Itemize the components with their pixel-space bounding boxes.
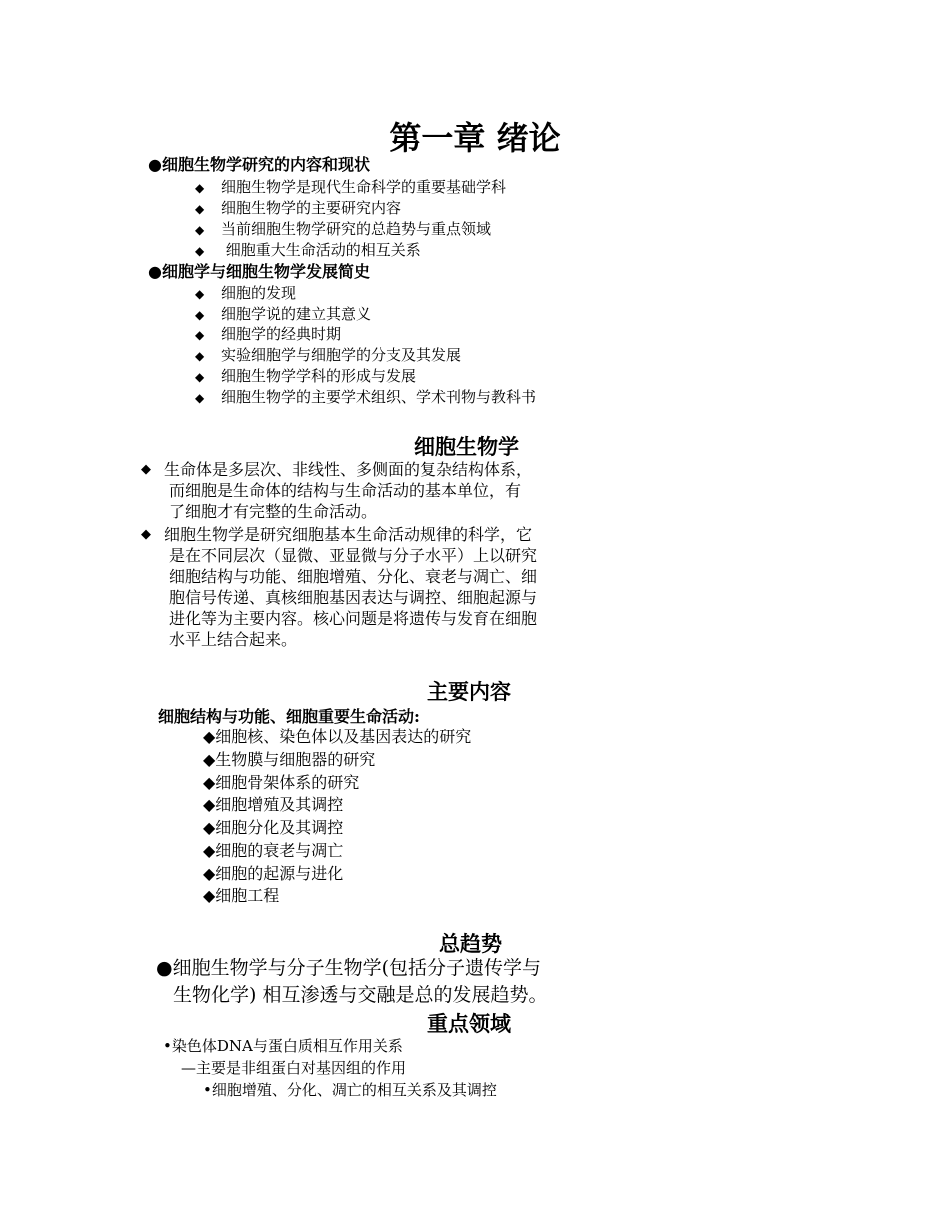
diamond-bullet-icon: ◆ xyxy=(195,328,205,342)
list-item: ◆ 细胞学说的建立其意义 xyxy=(195,305,372,323)
list-item: ◆ 细胞生物学的主要学术组织、学术刊物与教科书 xyxy=(195,388,537,406)
list-item: ◆ 当前细胞生物学研究的总趋势与重点领域 xyxy=(195,220,492,238)
diamond-bullet-icon: ◆ xyxy=(141,462,151,477)
main-content-heading: 主要内容 xyxy=(427,679,511,704)
cellbio-paragraph-1: ◆ 生命体是多层次、非线性、多侧面的复杂结构体系， 而细胞是生命体的结构与生命活动的基本单位，有 了细胞才有完整的生命活动。 xyxy=(141,460,533,521)
list-item: ◆ 细胞重大生命活动的相互关系 xyxy=(195,241,421,259)
section-heading-content: ●细胞生物学研究的内容和现状 xyxy=(148,155,370,174)
list-item: ◆ 细胞生物学是现代生命科学的重要基础学科 xyxy=(195,178,507,196)
diamond-bullet-icon: ◆ xyxy=(195,391,205,405)
diamond-bullet-icon: ◆ xyxy=(195,370,205,384)
trend-line: 生物化学) 相互渗透与交融是总的发展趋势。 xyxy=(173,984,548,1006)
trend-line: ●细胞生物学与分子生物学(包括分子遗传学与 xyxy=(156,957,541,979)
diamond-bullet-icon: ◆ xyxy=(195,181,205,195)
list-item: ◆ 细胞生物学的主要研究内容 xyxy=(195,199,402,217)
diamond-bullet-icon: ◆ xyxy=(195,244,205,258)
focus-heading: 重点领域 xyxy=(427,1011,511,1036)
cellbio-heading: 细胞生物学 xyxy=(414,434,519,459)
cellbio-paragraph-2: ◆ 细胞生物学是研究细胞基本生命活动规律的科学，它 是在不同层次（显微、亚显微与分子水平）上以研究 细胞结构与功能、细胞增殖、分化、衰老与凋亡、细 胞信号传递、真核细胞基因表达与调控、细胞起源与 进化等为主要内容。核心问题是将遗传与发育在细胞 水平上结合起来。 xyxy=(141,525,538,649)
list-item: ◆ 细胞的发现 xyxy=(195,284,297,302)
list-item: ◆生物膜与细胞器的研究 xyxy=(203,750,376,769)
diamond-bullet-icon: ◆ xyxy=(141,527,151,542)
list-item: ◆ 细胞学的经典时期 xyxy=(195,325,342,343)
list-item: ◆细胞增殖及其调控 xyxy=(203,795,344,814)
list-item: ◆细胞的起源与进化 xyxy=(203,864,344,883)
diamond-bullet-icon: ◆ xyxy=(195,223,205,237)
list-item: ◆细胞的衰老与凋亡 xyxy=(203,841,344,860)
main-content-subheading: 细胞结构与功能、细胞重要生命活动: xyxy=(158,707,420,726)
list-item: ◆ 实验细胞学与细胞学的分支及其发展 xyxy=(195,346,462,364)
section-heading-history: ●细胞学与细胞生物学发展简史 xyxy=(148,262,370,281)
list-item: ◆细胞核、染色体以及基因表达的研究 xyxy=(203,727,472,746)
focus-line: —主要是非组蛋白对基因组的作用 xyxy=(181,1059,407,1077)
diamond-bullet-icon: ◆ xyxy=(195,287,205,301)
focus-line: •细胞增殖、分化、凋亡的相互关系及其调控 xyxy=(203,1081,497,1099)
list-item: ◆细胞分化及其调控 xyxy=(203,818,344,837)
trend-heading: 总趋势 xyxy=(439,931,502,956)
focus-line: •染色体DNA与蛋白质相互作用关系 xyxy=(163,1037,403,1055)
page-title: 第一章 绪论 xyxy=(389,119,561,157)
diamond-bullet-icon: ◆ xyxy=(195,308,205,322)
diamond-bullet-icon: ◆ xyxy=(195,202,205,216)
diamond-bullet-icon: ◆ xyxy=(195,349,205,363)
list-item: ◆细胞工程 xyxy=(203,886,280,905)
list-item: ◆细胞骨架体系的研究 xyxy=(203,773,360,792)
list-item: ◆ 细胞生物学学科的形成与发展 xyxy=(195,367,417,385)
